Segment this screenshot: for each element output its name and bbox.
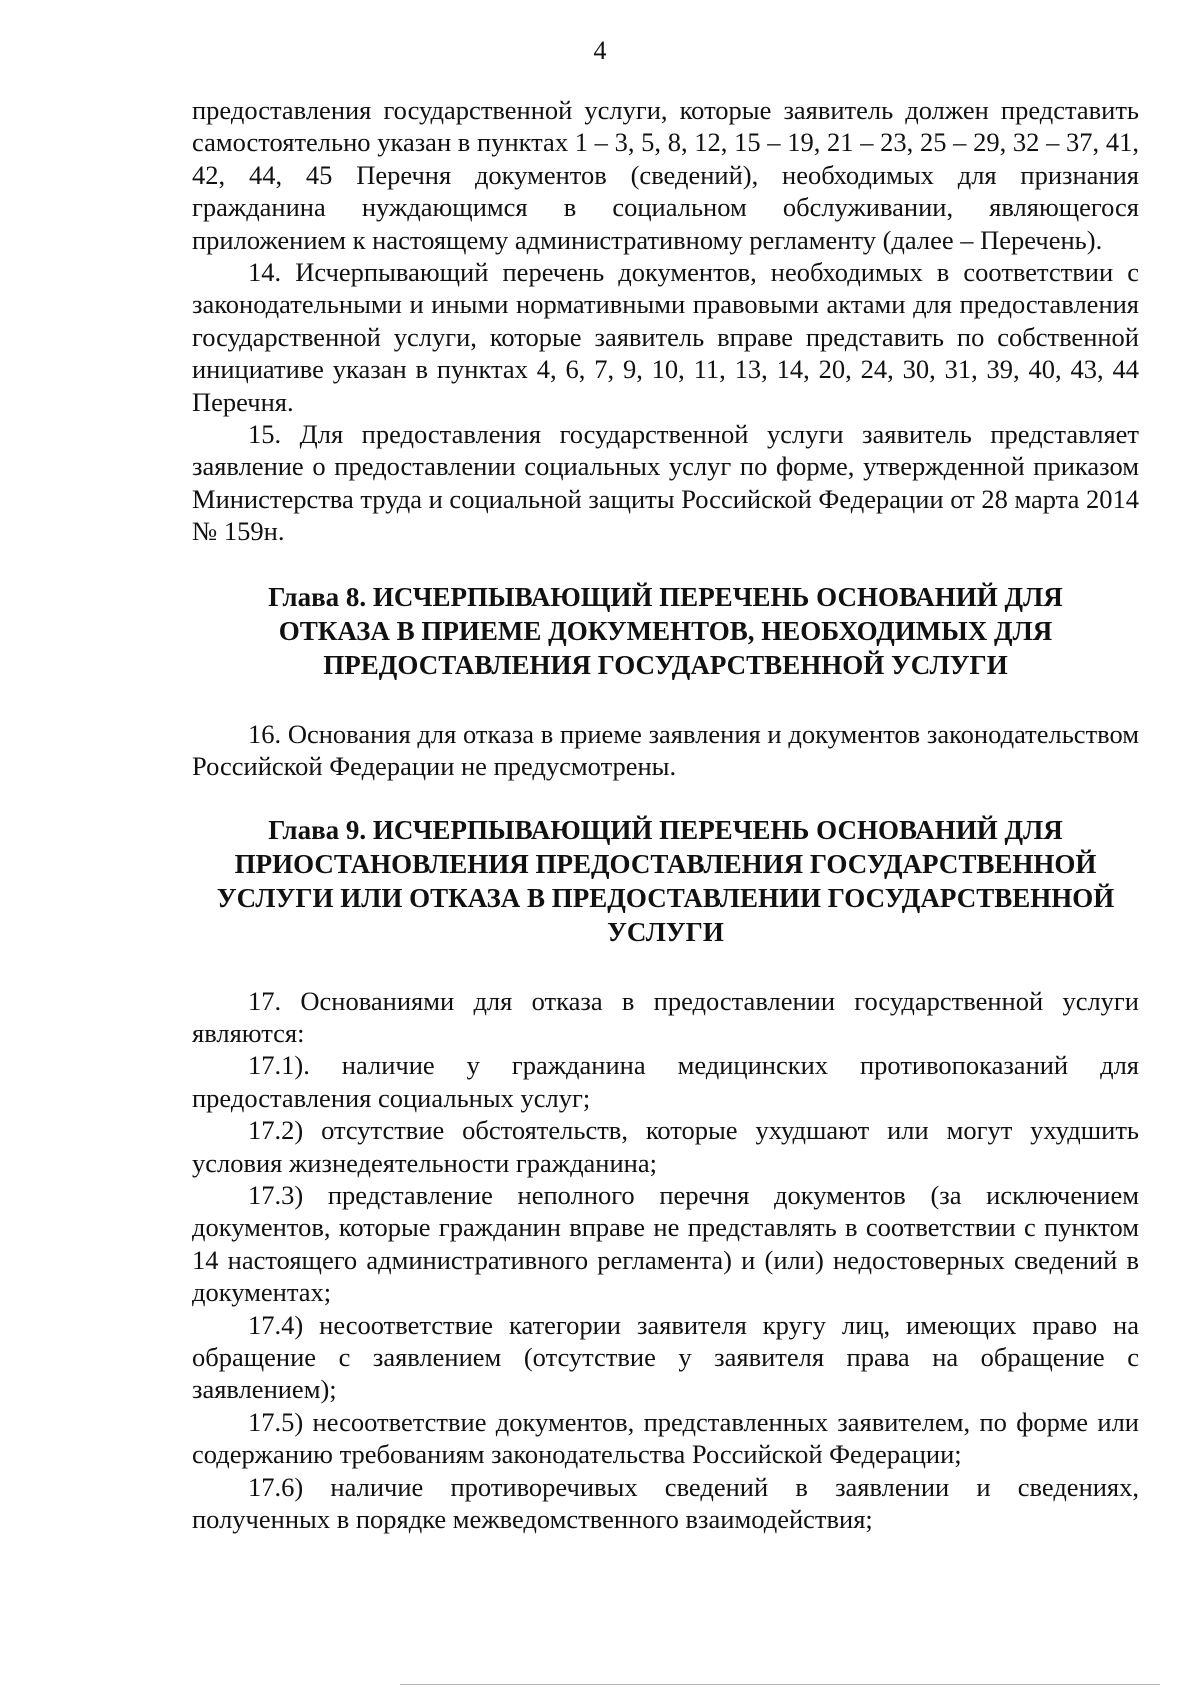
page-number: 4 [593, 36, 607, 65]
spacer [192, 949, 1139, 985]
paragraph-17-5: 17.5) несоответствие документов, представленных заявителем, по форме или содержанию требованиям законодательства Российской Федерации; [192, 1406, 1139, 1470]
paragraph-17-2: 17.2) отсутствие обстоятельств, которые ухудшают или могут ухудшить условия жизнедеятельности гражданина; [192, 1115, 1139, 1178]
paragraph-16: 16. Основания для отказа в приеме заявления и документов законодательством Российской Федерации не предусмотрены. [192, 718, 1139, 782]
chapter-9-heading: Глава 9. ИСЧЕРПЫВАЮЩИЙ ПЕРЕЧЕНЬ ОСНОВАНИЙ ДЛЯ ПРИОСТАНОВЛЕНИЯ ПРЕДОСТАВЛЕНИЯ ГОСУДАРСТВЕННОЙ УСЛУГИ ИЛИ ОТКАЗА В ПРЕДОСТАВЛЕНИИ ГОСУДАРСТВЕННОЙ УСЛУГИ [216, 814, 1115, 947]
paragraph-17-6: 17.6) наличие противоречивых сведений в заявлении и сведениях, полученных в порядке межведомственного взаимодействия; [192, 1471, 1139, 1534]
document-body [192, 94, 1139, 1535]
spacer [192, 682, 1139, 718]
paragraph-17: 17. Основаниями для отказа в предоставлении государственной услуги являются: [192, 985, 1139, 1048]
paragraph-17-3: 17.3) представление неполного перечня документов (за исключением документов, которые гражданин вправе не представлять в соответствии с пунктом 14 настоящего административного регламента) и (или) недостоверных сведений в документах; [192, 1179, 1139, 1308]
bottom-rule [400, 1684, 1160, 1685]
chapter-8-heading: Глава 8. ИСЧЕРПЫВАЮЩИЙ ПЕРЕЧЕНЬ ОСНОВАНИЙ ДЛЯ ОТКАЗА В ПРИЕМЕ ДОКУМЕНТОВ, НЕОБХОДИМЫХ ДЛЯ ПРЕДОСТАВЛЕНИЯ ГОСУДАРСТВЕННОЙ УСЛУГИ [268, 581, 1063, 680]
paragraph-15: 15. Для предоставления государственной услуги заявитель представляет заявление о предоставлении социальных услуг по форме, утвержденной приказом Министерства труда и социальной защиты Российской Федерации от 28 марта 2014 № 159н. [192, 419, 1139, 547]
spacer [192, 548, 1139, 580]
paragraph-17-1: 17.1). наличие у гражданина медицинских противопоказаний для предоставления социальных услуг; [192, 1050, 1139, 1113]
spacer [192, 783, 1139, 813]
paragraph-14: 14. Исчерпывающий перечень документов, необходимых в соответствии с законодательными и иными нормативными правовыми актами для предоставления государственной услуги, которые заявитель вправе представить по собственной инициативе указан в пунктах 4, 6, 7, 9, 10, 11, 13, 14, 20, 24, 30, 31, 39, 40, 43, 44 Перечня. [192, 257, 1139, 417]
paragraph-continuation: предоставления государственной услуги, которые заявитель должен представить самостоятельно указан в пунктах 1 – 3, 5, 8, 12, 15 – 19, 21 – 23, 25 – 29, 32 – 37, 41, 42, 44, 45 Перечня документов (сведений), необходимых для признания гражданина нуждающимся в социальном обслуживании, являющегося приложением к настоящему административному регламенту (далее – Перечень). [192, 95, 1139, 255]
paragraph-17-4: 17.4) несоответствие категории заявителя кругу лиц, имеющих право на обращение с заявлением (отсутствие у заявителя права на обращение с заявлением); [192, 1309, 1139, 1405]
